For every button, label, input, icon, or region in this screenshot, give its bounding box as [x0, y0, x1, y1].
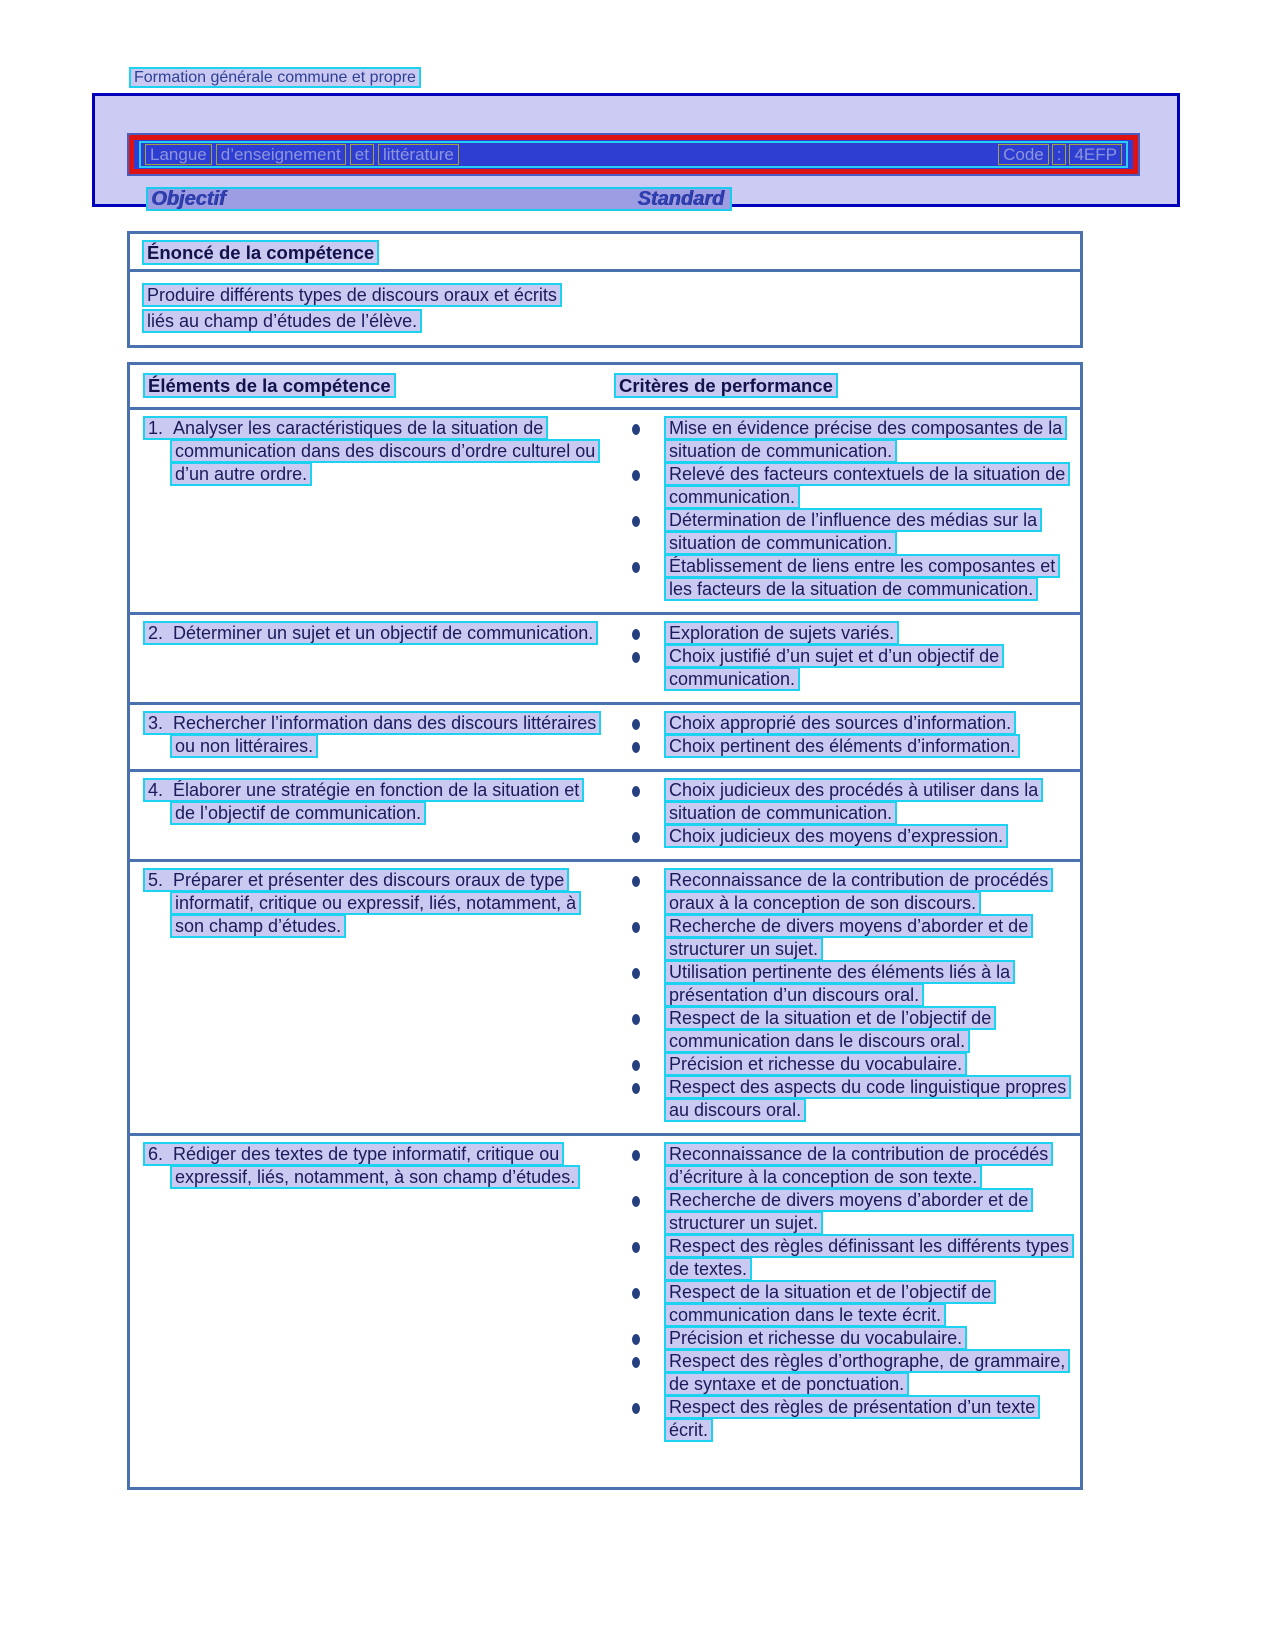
criterion-item [614, 1327, 1074, 1350]
enonce-line-text: Produire différents types de discours oraux et écrits [142, 283, 562, 307]
bullet-wrap [614, 1007, 664, 1053]
bullet-wrap [614, 1235, 664, 1281]
criterion-text: Établissement de liens entre les composantes et les facteurs de la situation de communication. [664, 554, 1060, 601]
criterion-text: Respect des règles de présentation d’un texte écrit. [664, 1395, 1040, 1442]
page-header-label: Formation générale commune et propre [129, 67, 421, 88]
col-header-elements-cell [130, 375, 614, 407]
criteria-cell [614, 712, 1080, 758]
bullet-wrap [614, 1350, 664, 1396]
bullet-icon [632, 424, 640, 435]
bullet-wrap [614, 735, 664, 758]
criterion-text: Recherche de divers moyens d’aborder et de structurer un sujet. [664, 1188, 1033, 1235]
criterion-text: Mise en évidence précise des composantes de la situation de communication. [664, 416, 1067, 463]
bullet-icon [632, 1403, 640, 1414]
criterion-text: Précision et richesse du vocabulaire. [664, 1052, 967, 1076]
criterion-paragraph [664, 1007, 1074, 1053]
bullet-icon [632, 719, 640, 730]
criterion-item [614, 915, 1074, 961]
element-paragraph [143, 712, 602, 758]
code-value: 4EFP [1069, 144, 1122, 165]
criterion-paragraph [664, 417, 1074, 463]
element-number: 3. [148, 713, 164, 733]
bullet-wrap [614, 1143, 664, 1189]
criterion-paragraph [664, 463, 1074, 509]
bullet-icon [632, 876, 640, 887]
bullet-icon [632, 1014, 640, 1025]
code-separator: : [1052, 144, 1067, 165]
element-highlight [143, 416, 600, 486]
criterion-item [614, 509, 1074, 555]
criterion-text: Détermination de l’influence des médias sur la situation de communication. [664, 508, 1042, 555]
criterion-item [614, 1053, 1074, 1076]
course-title-bar [127, 133, 1140, 176]
criterion-item [614, 1143, 1074, 1189]
element-text: Rédiger des textes de type informatif, critique ou expressif, liés, notamment, à son champ d’études. [173, 1144, 576, 1187]
criterion-paragraph [664, 1396, 1074, 1442]
criterion-item [614, 555, 1074, 601]
criterion-item [614, 1189, 1074, 1235]
criterion-paragraph [664, 1189, 1074, 1235]
element-number: 4. [148, 780, 164, 800]
criterion-item [614, 961, 1074, 1007]
criteria-cell [614, 1143, 1080, 1442]
bullet-wrap [614, 509, 664, 555]
criterion-item [614, 622, 1074, 645]
bullet-icon [632, 562, 640, 573]
element-highlight [143, 711, 601, 758]
bullet-wrap [614, 1281, 664, 1327]
element-paragraph [143, 622, 602, 645]
criterion-item [614, 1281, 1074, 1327]
bullet-wrap [614, 779, 664, 825]
enonce-heading-row [130, 234, 1080, 272]
enonce-body [130, 272, 1080, 333]
criterion-paragraph [664, 712, 1074, 735]
criterion-text: Reconnaissance de la contribution de procédés oraux à la conception de son discours. [664, 868, 1053, 915]
bullet-wrap [614, 869, 664, 915]
criterion-paragraph [664, 1327, 1074, 1350]
criterion-paragraph [664, 735, 1074, 758]
table-row [130, 1133, 1080, 1453]
bullet-icon [632, 629, 640, 640]
criterion-text: Choix pertinent des éléments d’information. [664, 734, 1020, 758]
element-number: 5. [148, 870, 164, 890]
col-header-criteres: Critères de performance [614, 373, 838, 398]
table-row [130, 612, 1080, 702]
criteria-cell [614, 779, 1080, 848]
bullet-wrap [614, 825, 664, 848]
bullet-wrap [614, 1396, 664, 1442]
criterion-paragraph [664, 961, 1074, 1007]
table-row [130, 859, 1080, 1133]
element-paragraph [143, 1143, 602, 1189]
course-title [145, 144, 463, 165]
criterion-text: Respect de la situation et de l’objectif de communication dans le texte écrit. [664, 1280, 996, 1327]
objectif-standard-band [146, 187, 732, 211]
enonce-line-text: liés au champ d’études de l’élève. [142, 309, 422, 333]
element-cell [130, 869, 614, 1122]
criterion-paragraph [664, 825, 1074, 848]
criterion-item [614, 463, 1074, 509]
criterion-item [614, 735, 1074, 758]
bullet-icon [632, 652, 640, 663]
title-word: littérature [378, 144, 459, 165]
bullet-wrap [614, 712, 664, 735]
enonce-box [127, 231, 1083, 348]
criterion-paragraph [664, 1143, 1074, 1189]
table-header-row [130, 365, 1080, 410]
course-code [995, 144, 1122, 165]
bullet-icon [632, 786, 640, 797]
table-row [130, 769, 1080, 859]
bullet-wrap [614, 1327, 664, 1350]
bullet-icon [632, 1196, 640, 1207]
bullet-wrap [614, 961, 664, 1007]
element-cell [130, 622, 614, 691]
criterion-paragraph [664, 915, 1074, 961]
criteria-cell [614, 417, 1080, 601]
bullet-wrap [614, 1189, 664, 1235]
bullet-wrap [614, 915, 664, 961]
bullet-icon [632, 1334, 640, 1345]
criterion-item [614, 712, 1074, 735]
criterion-item [614, 1007, 1074, 1053]
bullet-icon [632, 1357, 640, 1368]
criterion-paragraph [664, 1053, 1074, 1076]
criterion-item [614, 417, 1074, 463]
objectif-label: Objectif [151, 188, 226, 210]
criterion-item [614, 869, 1074, 915]
criterion-text: Respect des règles définissant les différents types de textes. [664, 1234, 1074, 1281]
bullet-icon [632, 470, 640, 481]
title-word: Langue [145, 144, 212, 165]
criterion-text: Choix justifié d’un sujet et d’un objectif de communication. [664, 644, 1004, 691]
table-row [130, 702, 1080, 769]
criterion-item [614, 1235, 1074, 1281]
enonce-heading: Énoncé de la compétence [142, 240, 379, 265]
criterion-paragraph [664, 869, 1074, 915]
criterion-paragraph [664, 555, 1074, 601]
page-header-label-row [129, 69, 421, 87]
criterion-text: Respect des aspects du code linguistique propres au discours oral. [664, 1075, 1071, 1122]
bullet-icon [632, 832, 640, 843]
criterion-paragraph [664, 645, 1074, 691]
element-highlight [143, 1142, 580, 1189]
criterion-item [614, 1396, 1074, 1442]
element-number: 2. [148, 623, 164, 643]
title-word: d’enseignement [216, 144, 346, 165]
element-cell [130, 779, 614, 848]
bullet-icon [632, 1242, 640, 1253]
element-paragraph [143, 779, 602, 825]
criterion-paragraph [664, 1281, 1074, 1327]
element-cell [130, 712, 614, 758]
criterion-paragraph [664, 779, 1074, 825]
element-cell [130, 1143, 614, 1442]
element-text: Élaborer une stratégie en fonction de la situation et de l’objectif de communication. [173, 780, 580, 823]
criterion-text: Choix approprié des sources d’information. [664, 711, 1016, 735]
criterion-paragraph [664, 1076, 1074, 1122]
bullet-wrap [614, 645, 664, 691]
criterion-text: Exploration de sujets variés. [664, 621, 899, 645]
enonce-line [142, 284, 1080, 307]
criterion-paragraph [664, 1350, 1074, 1396]
criterion-text: Utilisation pertinente des éléments liés à la présentation d’un discours oral. [664, 960, 1015, 1007]
criterion-paragraph [664, 509, 1074, 555]
header-box [92, 93, 1180, 210]
bullet-icon [632, 1060, 640, 1071]
criterion-item [614, 1350, 1074, 1396]
criterion-text: Choix judicieux des moyens d’expression. [664, 824, 1008, 848]
bullet-wrap [614, 417, 664, 463]
element-paragraph [143, 417, 602, 486]
enonce-line [142, 310, 1080, 333]
bullet-icon [632, 922, 640, 933]
element-number: 6. [148, 1144, 164, 1164]
bullet-wrap [614, 463, 664, 509]
criterion-item [614, 1076, 1074, 1122]
criterion-text: Relevé des facteurs contextuels de la situation de communication. [664, 462, 1070, 509]
bullet-wrap [614, 1076, 664, 1122]
element-highlight [143, 778, 584, 825]
competence-table [127, 362, 1083, 1490]
element-highlight [143, 621, 598, 645]
element-text: Analyser les caractéristiques de la situation de communication dans des discours d’ordre culturel ou d’un autre ordre. [173, 418, 596, 484]
element-highlight [143, 868, 581, 938]
criterion-text: Recherche de divers moyens d’aborder et de structurer un sujet. [664, 914, 1033, 961]
criterion-text: Respect de la situation et de l’objectif de communication dans le discours oral. [664, 1006, 996, 1053]
bullet-icon [632, 1150, 640, 1161]
bullet-icon [632, 968, 640, 979]
criterion-paragraph [664, 1235, 1074, 1281]
criterion-item [614, 645, 1074, 691]
element-number: 1. [148, 418, 164, 438]
col-header-elements: Éléments de la compétence [143, 373, 396, 398]
criterion-text: Précision et richesse du vocabulaire. [664, 1326, 967, 1350]
bullet-wrap [614, 555, 664, 601]
criterion-item [614, 825, 1074, 848]
criterion-text: Choix judicieux des procédés à utiliser dans la situation de communication. [664, 778, 1043, 825]
code-label: Code [998, 144, 1049, 165]
criterion-text: Respect des règles d’orthographe, de grammaire, de syntaxe et de ponctuation. [664, 1349, 1070, 1396]
criterion-item [614, 779, 1074, 825]
element-text: Préparer et présenter des discours oraux de type informatif, critique ou expressif, liés, notamment, à son champ d’études. [173, 870, 577, 936]
table-body [130, 410, 1080, 1453]
element-paragraph [143, 869, 602, 938]
element-cell [130, 417, 614, 601]
bullet-wrap [614, 1053, 664, 1076]
col-header-criteres-cell [614, 375, 1080, 407]
title-word: et [350, 144, 374, 165]
bullet-icon [632, 1288, 640, 1299]
criteria-cell [614, 622, 1080, 691]
element-text: Rechercher l’information dans des discours littéraires ou non littéraires. [173, 713, 597, 756]
standard-label: Standard [637, 188, 724, 210]
bullet-icon [632, 516, 640, 527]
course-title-red-frame [129, 135, 1138, 174]
element-text: Déterminer un sujet et un objectif de communication. [173, 623, 594, 643]
bullet-icon [632, 742, 640, 753]
criterion-text: Reconnaissance de la contribution de procédés d’écriture à la conception de son texte. [664, 1142, 1053, 1189]
criteria-cell [614, 869, 1080, 1122]
criterion-paragraph [664, 622, 1074, 645]
course-title-band [139, 141, 1128, 168]
bullet-icon [632, 1083, 640, 1094]
table-row [130, 410, 1080, 612]
bullet-wrap [614, 622, 664, 645]
